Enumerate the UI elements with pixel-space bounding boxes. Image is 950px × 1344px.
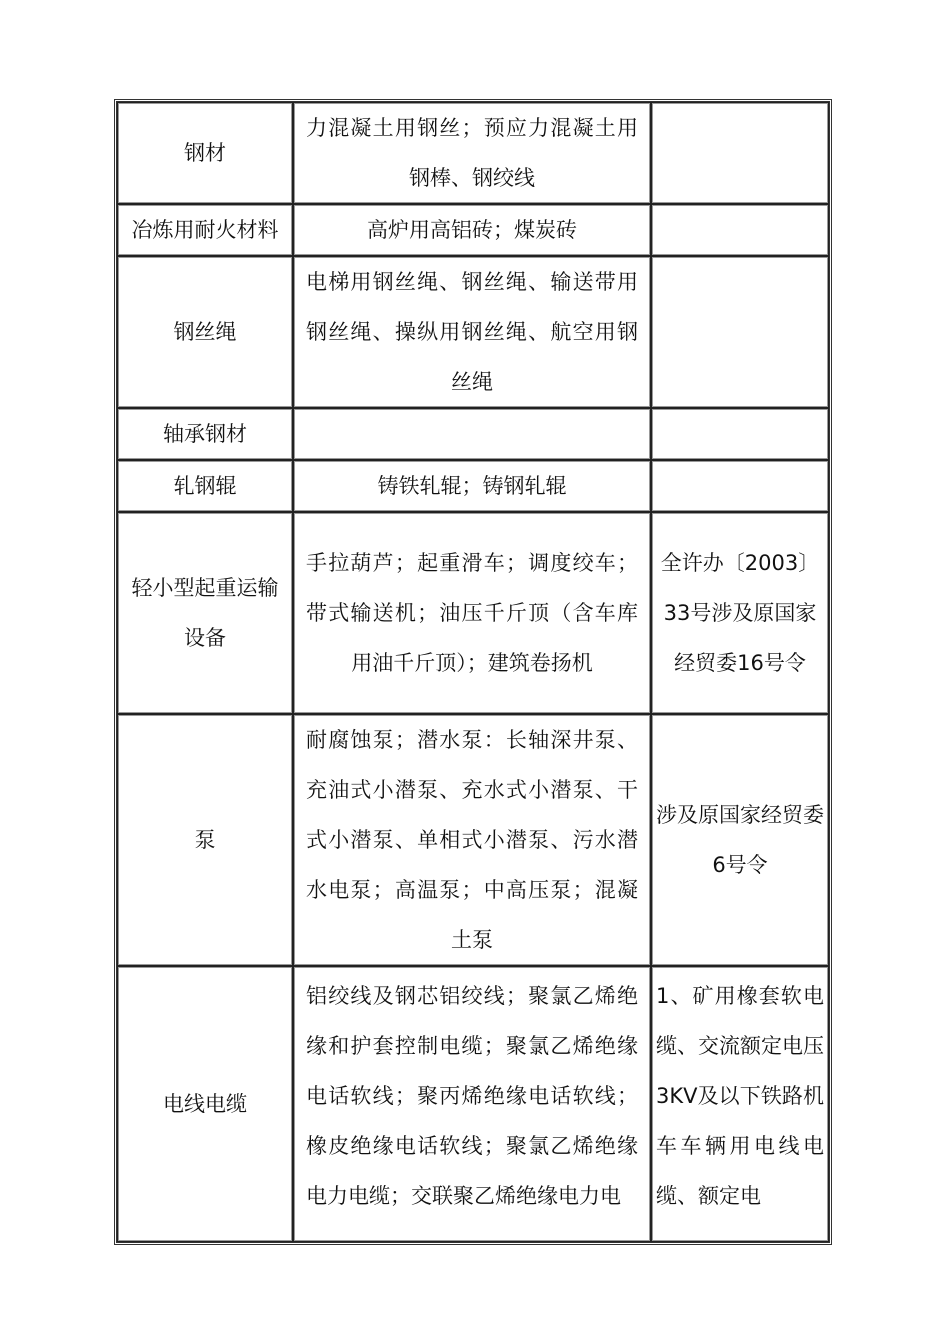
notes-cell: 1、矿用橡套软电缆、交流额定电压3KV及以下铁路机车车辆用电线电缆、额定电	[651, 966, 829, 1242]
notes-cell	[651, 460, 829, 512]
category-cell: 电线电缆	[117, 966, 293, 1242]
table-row	[117, 408, 829, 460]
category-cell: 冶炼用耐火材料	[117, 204, 293, 256]
notes-cell	[651, 204, 829, 256]
notes-cell	[651, 102, 829, 204]
table-row	[117, 714, 829, 966]
notes-cell	[651, 408, 829, 460]
products-cell: 高炉用高铝砖；煤炭砖	[293, 204, 651, 256]
products-cell: 耐腐蚀泵；潜水泵：长轴深井泵、充油式小潜泵、充水式小潜泵、干式小潜泵、单相式小潜泵、污水潜水电泵；高温泵；中高压泵；混凝土泵	[293, 714, 651, 966]
notes-cell: 涉及原国家经贸委6号令	[651, 714, 829, 966]
table-row	[117, 256, 829, 408]
table-row	[117, 204, 829, 256]
table-row	[117, 460, 829, 512]
category-cell: 轴承钢材	[117, 408, 293, 460]
products-cell	[293, 408, 651, 460]
table-row	[117, 102, 829, 204]
category-cell: 轧钢辊	[117, 460, 293, 512]
table-row	[117, 966, 829, 1242]
products-cell: 电梯用钢丝绳、钢丝绳、输送带用钢丝绳、操纵用钢丝绳、航空用钢丝绳	[293, 256, 651, 408]
category-cell: 钢丝绳	[117, 256, 293, 408]
products-cell: 手拉葫芦；起重滑车；调度绞车；带式输送机；油压千斤顶（含车库用油千斤顶）；建筑卷扬机	[293, 512, 651, 714]
product-catalog-table	[114, 99, 832, 1245]
products-cell: 铝绞线及钢芯铝绞线；聚氯乙烯绝缘和护套控制电缆；聚氯乙烯绝缘电话软线；聚丙烯绝缘电话软线；橡皮绝缘电话软线；聚氯乙烯绝缘电力电缆；交联聚乙烯绝缘电力电	[293, 966, 651, 1242]
products-cell: 力混凝土用钢丝；预应力混凝土用钢棒、钢绞线	[293, 102, 651, 204]
notes-cell	[651, 256, 829, 408]
category-cell: 轻小型起重运输设备	[117, 512, 293, 714]
products-cell: 铸铁轧辊；铸钢轧辊	[293, 460, 651, 512]
category-cell: 钢材	[117, 102, 293, 204]
category-cell: 泵	[117, 714, 293, 966]
table-row	[117, 512, 829, 714]
notes-cell: 全许办〔2003〕33号涉及原国家经贸委16号令	[651, 512, 829, 714]
